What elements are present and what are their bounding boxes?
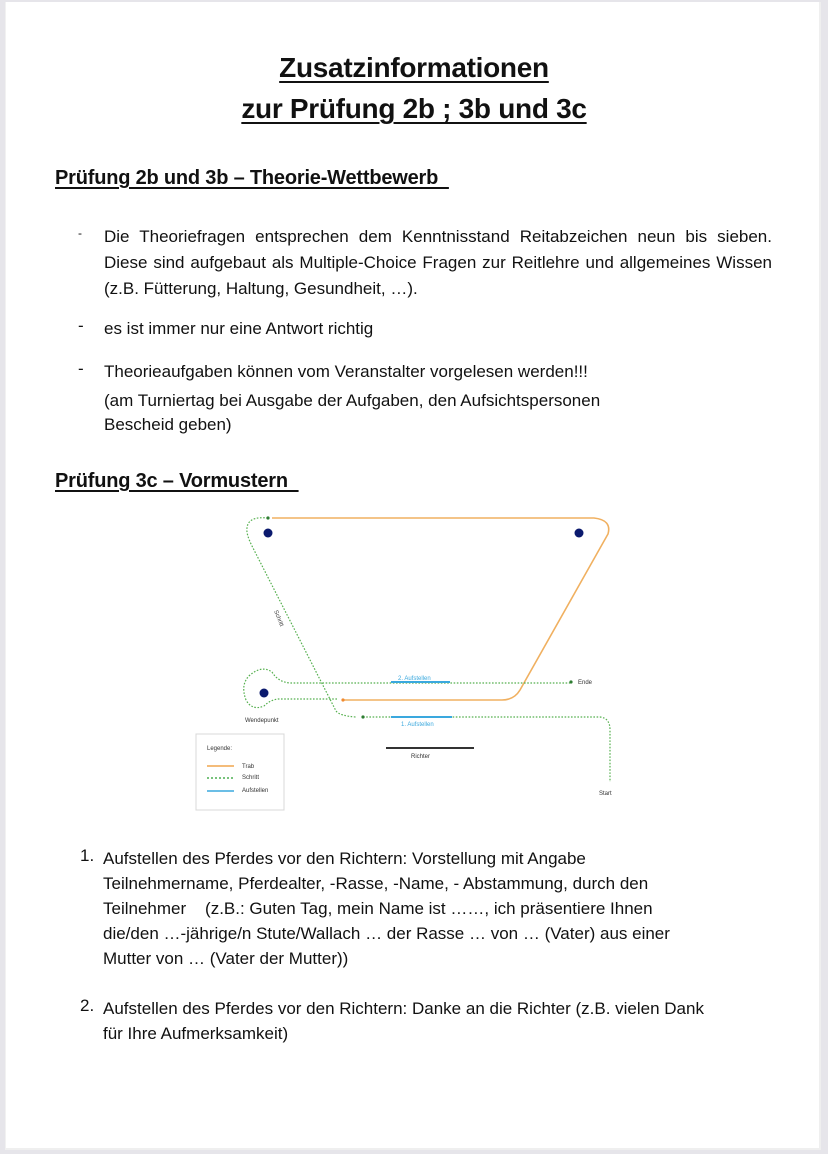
step-1-line: Teilnehmer (z.B.: Guten Tag, mein Name ist ……, ich präsentiere Ihnen (103, 899, 653, 918)
document-title-line2: zur Prüfung 2b ; 3b und 3c (241, 93, 587, 124)
step-1-line: die/den …-jährige/n Stute/Wallach … der Rasse … von … (Vater) aus einer (103, 924, 670, 943)
label-wendepunkt: Wendepunkt (245, 718, 279, 724)
bullet-marker: - (78, 316, 84, 335)
bullet-marker: - (78, 359, 84, 378)
label-aufstellen-2: 2. Aufstellen (398, 676, 431, 682)
legend-title: Legende: (207, 746, 233, 752)
step-1-number: 1. (80, 846, 95, 865)
bullet-theoriefragen: Die Theoriefragen entsprechen dem Kenntnisstand Reitabzeichen neun bis sieben. Diese sind aufgebaut als Multiple-Choice Fragen zur Reitlehre und allgemeines Wissen (z.B. Fütterung, Haltung, Gesundheit, …). (104, 227, 772, 298)
step-1-line: Teilnehmername, Pferdealter, -Rasse, -Name, - Abstammung, durch den (103, 874, 649, 893)
label-ende: Ende (578, 680, 593, 686)
section-heading-vormustern: Prüfung 3c – Vormustern (55, 470, 299, 492)
label-schritt-path: Schritt (272, 609, 285, 628)
label-aufstellen-1: 1. Aufstellen (401, 722, 434, 728)
schritt-path-diagonal (247, 518, 356, 717)
step-2-line: Aufstellen des Pferdes vor den Richtern: Danke an die Richter (z.B. vielen Dank (103, 999, 704, 1018)
step-1-line: Mutter von … (Vater der Mutter)) (103, 949, 349, 968)
marker-top-right (575, 529, 584, 538)
marker-top-left (264, 529, 273, 538)
document-title-line1: Zusatzinformationen (279, 52, 549, 83)
step-2-number: 2. (80, 996, 95, 1015)
bullet-vorlesen-note-2: Bescheid geben) (104, 415, 232, 434)
bullet-eine-antwort: es ist immer nur eine Antwort richtig (104, 319, 374, 338)
legend-trab: Trab (242, 764, 255, 770)
step-1-line: Aufstellen des Pferdes vor den Richtern: Vorstellung mit Angabe (103, 849, 586, 868)
legend-schritt: Schritt (242, 775, 260, 781)
section-heading-theorie: Prüfung 2b und 3b – Theorie-Wettbewerb (55, 167, 449, 189)
diagram-legend (196, 734, 284, 810)
bullet-vorlesen: Theorieaufgaben können vom Veranstalter vorgelesen werden!!! (104, 362, 588, 381)
bullet-vorlesen-note-1: (am Turniertag bei Ausgabe der Aufgaben, den Aufsichtspersonen (104, 391, 601, 410)
label-richter: Richter (411, 754, 431, 760)
label-start: Start (599, 791, 612, 797)
trab-path (272, 518, 609, 700)
legend-aufstellen: Aufstellen (242, 788, 269, 794)
bullet-marker: - (78, 226, 82, 240)
step-2-text (103, 996, 773, 1046)
marker-wendepunkt (260, 689, 269, 698)
step-1-text (103, 846, 773, 971)
step-2-line: für Ihre Aufmerksamkeit) (103, 1024, 289, 1043)
